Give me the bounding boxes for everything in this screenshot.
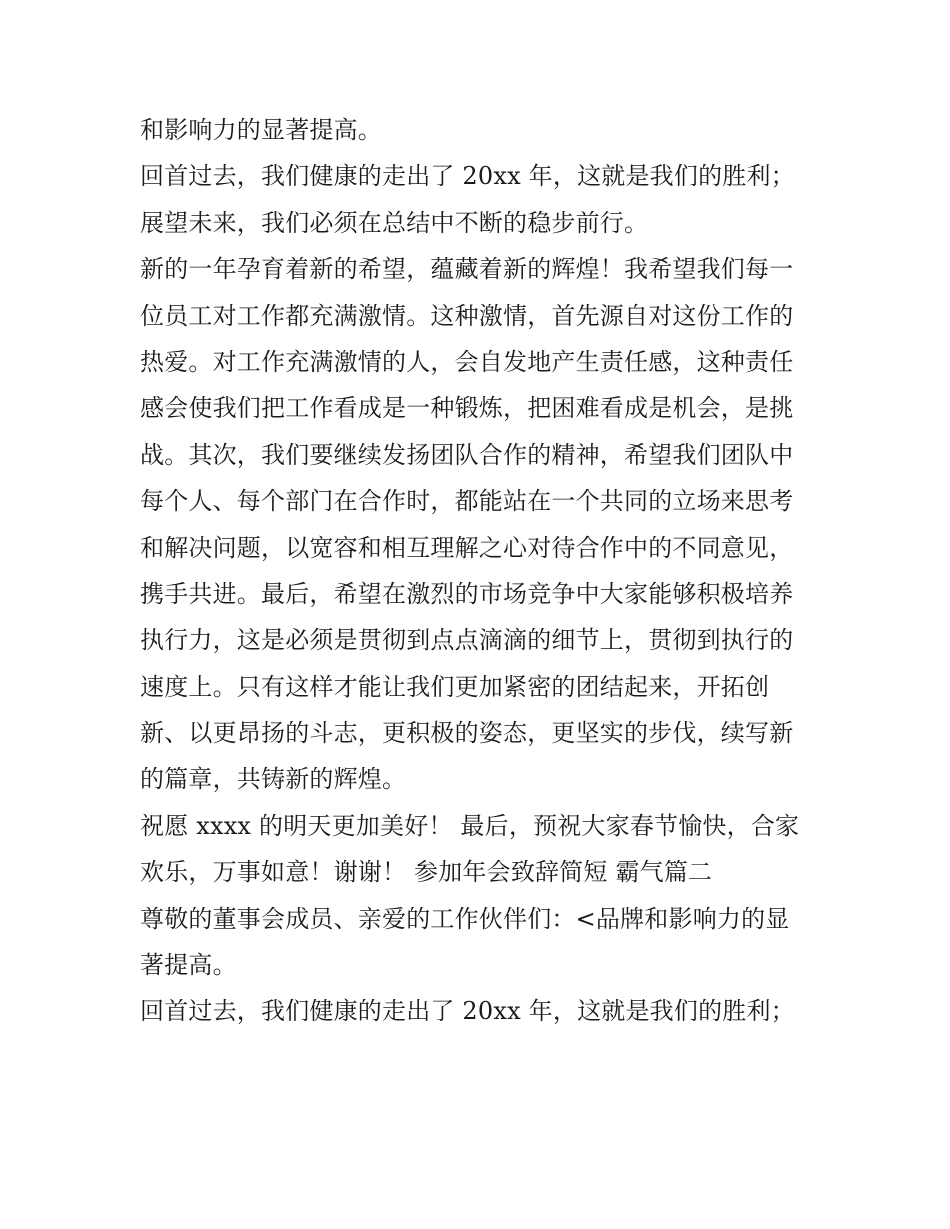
text-line: 和解决问题，以宽容和相互理解之心对待合作中的不同意见， [140, 533, 794, 562]
text-line: 战。其次，我们要继续发扬团队合作的精神，希望我们团队中 [140, 440, 794, 469]
text-line: 速度上。只有这样才能让我们更加紧密的团结起来，开拓创 [140, 672, 770, 701]
text-line: 热爱。对工作充满激情的人，会自发地产生责任感，这种责任 [140, 347, 794, 376]
text-line: 感会使我们把工作看成是一种锻炼，把困难看成是机会，是挑 [140, 394, 794, 423]
text-line: 携手共进。最后，希望在激烈的市场竞争中大家能够积极培养 [140, 579, 794, 608]
text-line: 新、以更昂扬的斗志，更积极的姿态，更坚实的步伐，续写新 [140, 719, 794, 748]
text-line: 每个人、每个部门在合作时，都能站在一个共同的立场来思考 [140, 487, 794, 516]
text-line: 展望未来，我们必须在总结中不断的稳步前行。 [140, 208, 649, 237]
text-line: 的篇章，共铸新的辉煌。 [140, 765, 407, 794]
text-line: 执行力，这是必须是贯彻到点点滴滴的细节上，贯彻到执行的 [140, 626, 794, 655]
text-line: 回首过去，我们健康的走出了 20xx 年，这就是我们的胜利； [140, 997, 795, 1026]
text-line: 位员工对工作都充满激情。这种激情，首先源自对这份工作的 [140, 301, 794, 330]
text-line: 新的一年孕育着新的希望，蕴藏着新的辉煌！我希望我们每一 [140, 255, 794, 284]
text-line: 祝愿 xxxx 的明天更加美好！ 最后，预祝大家春节愉快，合家 [140, 811, 800, 840]
text-line: 回首过去，我们健康的走出了 20xx 年，这就是我们的胜利； [140, 162, 795, 191]
text-line: 尊敬的董事会成员、亲爱的工作伙伴们：<品牌和影响力的显 [140, 904, 790, 933]
text-line: 著提高。 [140, 951, 237, 980]
document-body [140, 107, 820, 1035]
text-line: 欢乐，万事如意！谢谢！ 参加年会致辞简短 霸气篇二 [140, 858, 713, 887]
text-line: 和影响力的显著提高。 [140, 116, 382, 144]
